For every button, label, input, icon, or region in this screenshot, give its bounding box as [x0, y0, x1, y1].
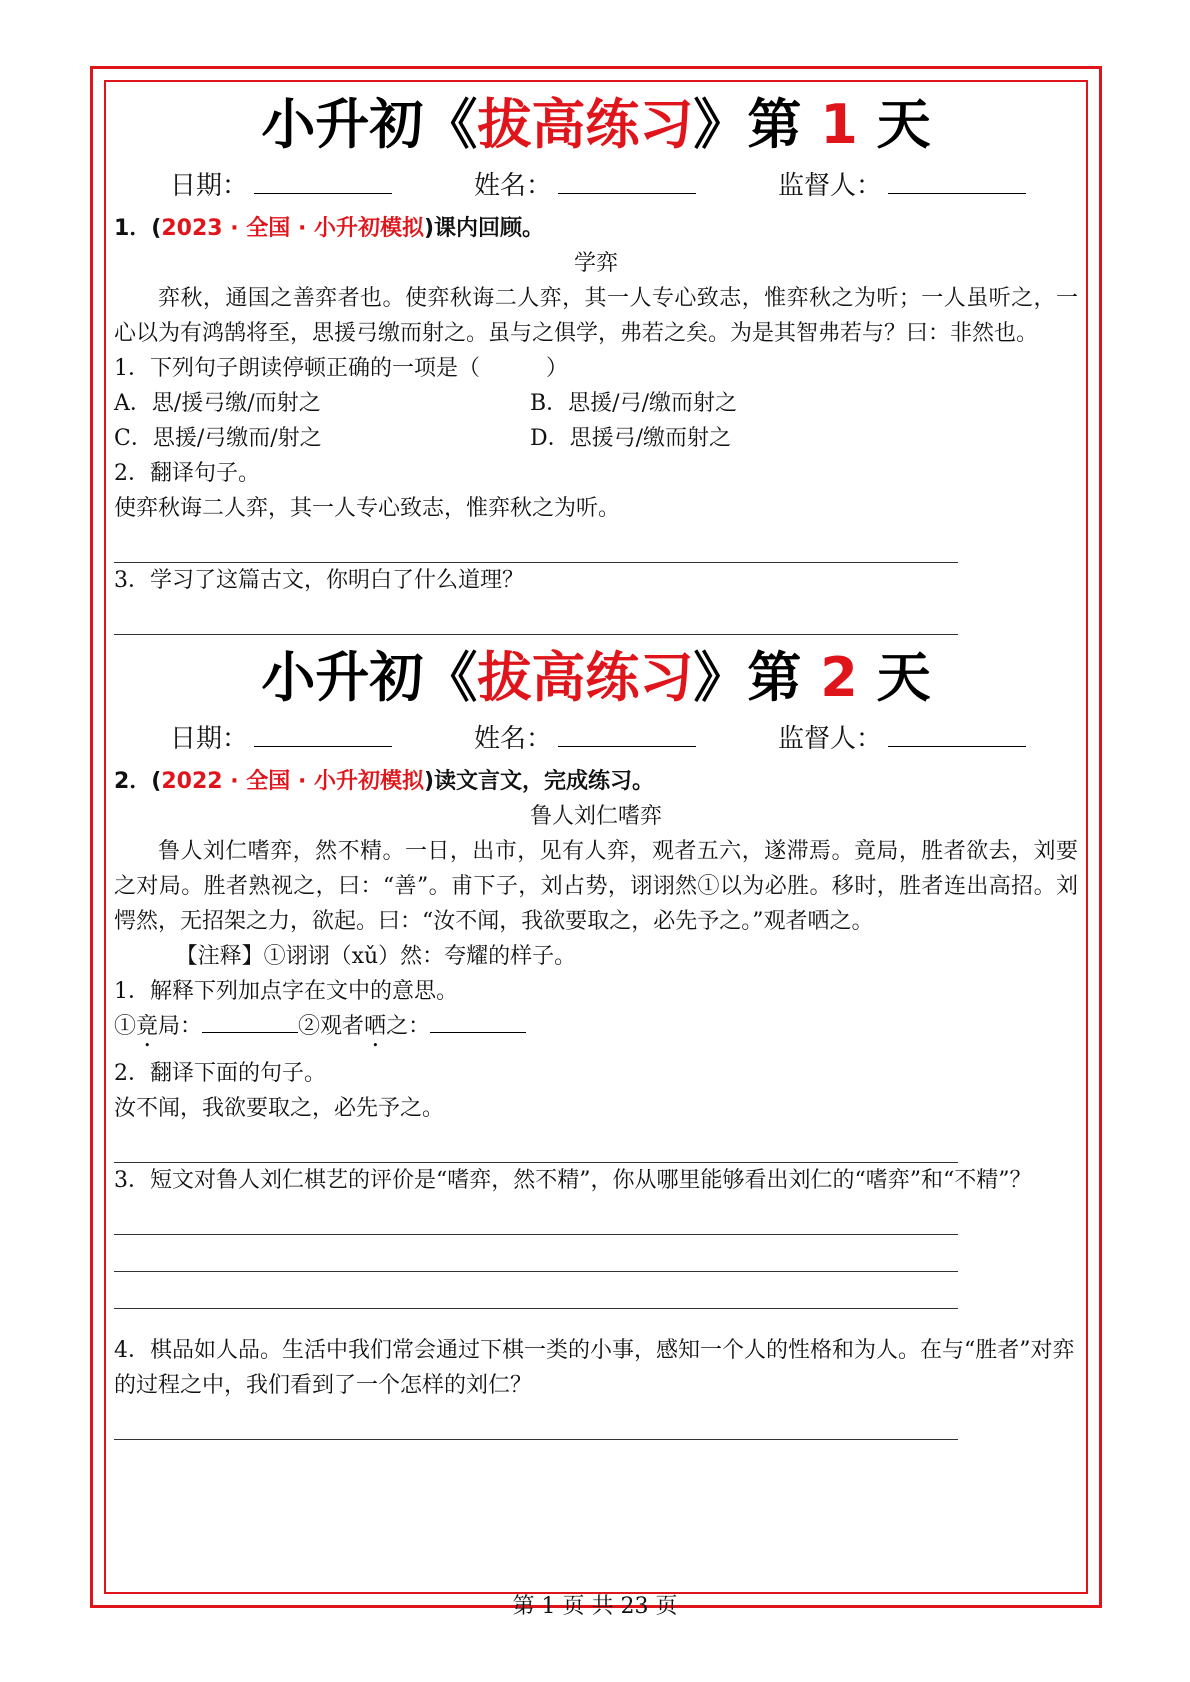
answer-line[interactable] — [114, 1126, 958, 1163]
blank-field[interactable] — [430, 1012, 526, 1033]
day2-sub3: 3．短文对鲁人刘仁棋艺的评价是“嗜弈，然不精”，你从哪里能够看出刘仁的“嗜弈”和“不精”？ — [114, 1168, 1032, 1193]
day1-sub2: 2．翻译句子。 — [114, 461, 260, 486]
answer-line[interactable] — [114, 1198, 958, 1235]
option-d[interactable]: D．思援弓/缴而射之 — [530, 426, 732, 451]
page-content — [114, 86, 1078, 1440]
day1-sub3: 3．学习了这篇古文，你明白了什么道理？ — [114, 568, 524, 593]
option-c[interactable]: C．思援/弓缴而/射之 — [114, 426, 322, 451]
supervisor-field[interactable]: 监督人： — [778, 164, 1026, 208]
supervisor-field[interactable]: 监督人： — [778, 717, 1026, 761]
name-field[interactable]: 姓名： — [474, 717, 696, 761]
day2-passage-title: 鲁人刘仁嗜弈 — [529, 804, 662, 829]
option-b[interactable]: B．思援/弓/缴而射之 — [530, 391, 737, 416]
day2-sub2: 2．翻译下面的句子。 — [114, 1061, 326, 1086]
day2-sub2-sentence: 汝不闻，我欲要取之，必先予之。 — [114, 1096, 445, 1121]
day1-sub1: 1．下列句子朗读停顿正确的一项是（ ） — [114, 356, 568, 381]
date-field[interactable]: 日期： — [170, 164, 392, 208]
day2-sub1: 1．解释下列加点字在文中的意思。 — [114, 979, 458, 1004]
date-field[interactable]: 日期： — [170, 717, 392, 761]
day1-title: 小升初《拔高练习》第 1 天 — [261, 93, 931, 156]
day2-title: 小升初《拔高练习》第 2 天 — [261, 646, 931, 709]
option-a[interactable]: A．思/援弓缴/而射之 — [114, 391, 321, 416]
day2-note: 【注释】①诩诩（xǔ）然：夸耀的样子。 — [175, 944, 577, 969]
day1-passage: 弈秋，通国之善弈者也。使弈秋诲二人弈，其一人专心致志，惟弈秋之为听；一人虽听之，一心以为有鸿鹄将至，思援弓缴而射之。虽与之俱学，弗若之矣。为是其智弗若与？曰：非然也。 — [114, 286, 1078, 346]
page-footer: 第 1 页 共 23 页 — [512, 1594, 678, 1619]
answer-line[interactable] — [114, 1235, 958, 1272]
day2-meta-row — [114, 717, 1078, 761]
day1-sub2-sentence: 使弈秋诲二人弈，其一人专心致志，惟弈秋之为听。 — [114, 496, 621, 521]
day2-question-heading: 2．(2022 · 全国 · 小升初模拟)读文言文，完成练习。 — [114, 769, 655, 794]
answer-line[interactable] — [114, 1272, 958, 1309]
day1-options — [114, 386, 1078, 456]
day2-sub4: 4．棋品如人品。生活中我们常会通过下棋一类的小事，感知一个人的性格和为人。在与“胜者”对弈的过程之中，我们看到了一个怎样的刘仁？ — [114, 1338, 1075, 1398]
day1-passage-title: 学弈 — [573, 251, 618, 276]
day1-question-heading: 1．(2023 · 全国 · 小升初模拟)课内回顾。 — [114, 216, 545, 241]
name-field[interactable]: 姓名： — [474, 164, 696, 208]
blank-field[interactable] — [202, 1012, 298, 1033]
answer-line[interactable] — [114, 526, 958, 563]
day2-sub1-items: ①竟局： ②观者哂之： — [114, 1009, 1078, 1052]
day1-meta-row — [114, 164, 1078, 208]
day2-passage: 鲁人刘仁嗜弈，然不精。一日，出市，见有人弈，观者五六，遂滞焉。竟局，胜者欲去，刘要之对局。胜者熟视之，曰：“善”。甫下子，刘占势，诩诩然①以为必胜。移时，胜者连出高招。刘愕然，无招架之力，欲起。曰：“汝不闻，我欲要取之，必先予之。”观者哂之。 — [114, 839, 1078, 934]
answer-line[interactable] — [114, 1403, 958, 1440]
answer-line[interactable] — [114, 598, 958, 635]
